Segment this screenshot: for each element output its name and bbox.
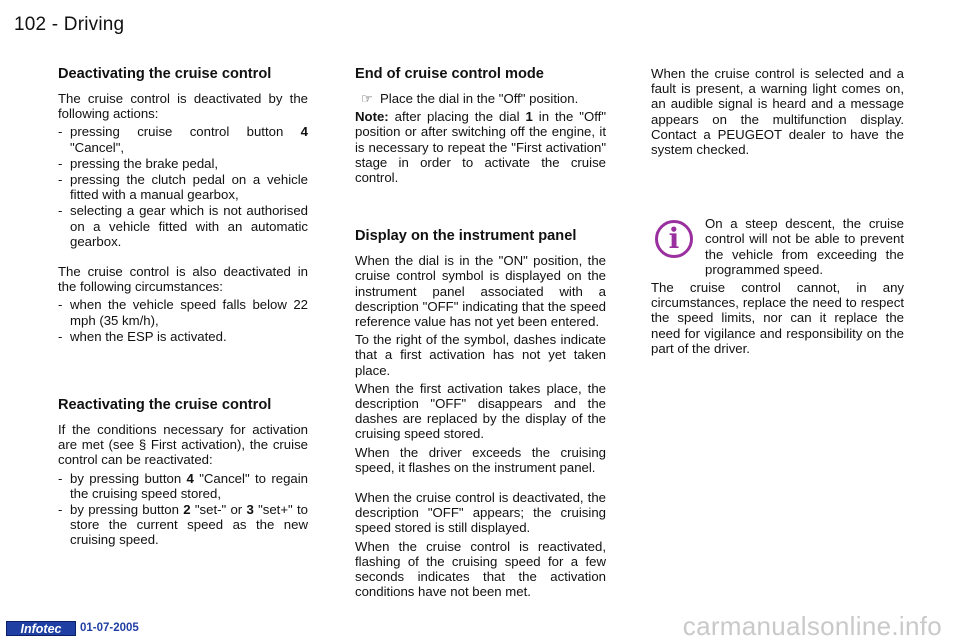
list-item: - selecting a gear which is not authorised on a vehicle fitted with an automatic gearbox. xyxy=(58,203,308,249)
also-deactivated-text: The cruise control is also deactivated in the following circumstances: xyxy=(58,264,308,295)
column-right xyxy=(651,66,904,359)
display-paragraph: When the first activation takes place, the description "OFF" disappears and the dashes are replaced by the display of the cruising speed stored. xyxy=(355,380,606,442)
display-title: Display on the instrument panel xyxy=(355,228,577,245)
end-mode-step: ☞ Place the dial in the "Off" position. xyxy=(361,91,579,106)
reactivating-title: Reactivating the cruise control xyxy=(58,397,272,414)
reactivating-list xyxy=(58,471,308,548)
page-header: 102 - Driving xyxy=(14,14,125,35)
deactivating-intro: The cruise control is deactivated by the following actions: xyxy=(58,91,308,122)
list-item: - by pressing button 2 "set-" or 3 "set+" to store the current speed as the new cruising speed. xyxy=(58,502,308,548)
column-middle xyxy=(355,66,606,602)
info-icon: i xyxy=(655,220,693,258)
deactivating-list xyxy=(58,124,308,249)
reactivating-intro: If the conditions necessary for activation are met (see § First activation), the cruise control can be reactivated: xyxy=(58,422,308,468)
list-item: - when the vehicle speed falls below 22 mph (35 km/h), xyxy=(58,297,308,328)
deactivated-paragraph: When the cruise control is deactivated, the description "OFF" appears; the cruising speed stored is still displayed. xyxy=(355,490,606,536)
list-item: - pressing the clutch pedal on a vehicle fitted with a manual gearbox, xyxy=(58,172,308,203)
footer-date: 01-07-2005 xyxy=(80,622,139,634)
display-paragraph: To the right of the symbol, dashes indicate that a first activation has not yet taken place. xyxy=(355,332,606,378)
also-deactivated-list xyxy=(58,297,308,344)
list-item: - pressing the brake pedal, xyxy=(58,155,219,171)
fault-paragraph: When the cruise control is selected and a fault is present, a warning light comes on, an audible signal is heard and a message appears on the multifunction display. Contact a PEUGEOT dealer to have the system checked. xyxy=(651,66,904,158)
display-paragraph: When the driver exceeds the cruising speed, it flashes on the instrument panel. xyxy=(355,444,606,475)
list-item: - pressing cruise control button 4 "Cancel", xyxy=(58,124,308,155)
list-item: - by pressing button 4 "Cancel" to regain the cruising speed stored, xyxy=(58,470,308,501)
column-left xyxy=(58,66,308,549)
end-mode-title: End of cruise control mode xyxy=(355,66,544,82)
display-paragraph: When the dial is in the "ON" position, the cruise control symbol is displayed on the instrument panel associated with a description "OFF" indicating that the speed reference value has not yet been entered. xyxy=(355,253,606,330)
deactivated-paragraph: When the cruise control is reactivated, flashing of the cruising speed for a few seconds indicates that the activation conditions have not been met. xyxy=(355,538,606,600)
pointing-hand-icon: ☞ xyxy=(361,91,373,106)
info-box xyxy=(651,216,904,277)
list-item: - when the ESP is activated. xyxy=(58,328,227,344)
infotec-logo: Infotec xyxy=(6,621,76,636)
info-text: On a steep descent, the cruise control will not be able to prevent the vehicle from exceeding the programmed speed. xyxy=(705,216,904,277)
limits-paragraph: The cruise control cannot, in any circumstances, replace the need to respect the speed limits, nor can it replace the need for vigilance and responsibility on the part of the driver. xyxy=(651,280,904,356)
note-paragraph: Note: after placing the dial 1 in the "Off" position or after switching off the engine, it is necessary to repeat the "First activation" stage in order to activate the cruise control. xyxy=(355,109,606,186)
deactivating-title: Deactivating the cruise control xyxy=(58,66,272,82)
watermark: carmanualsonline.info xyxy=(682,611,942,641)
